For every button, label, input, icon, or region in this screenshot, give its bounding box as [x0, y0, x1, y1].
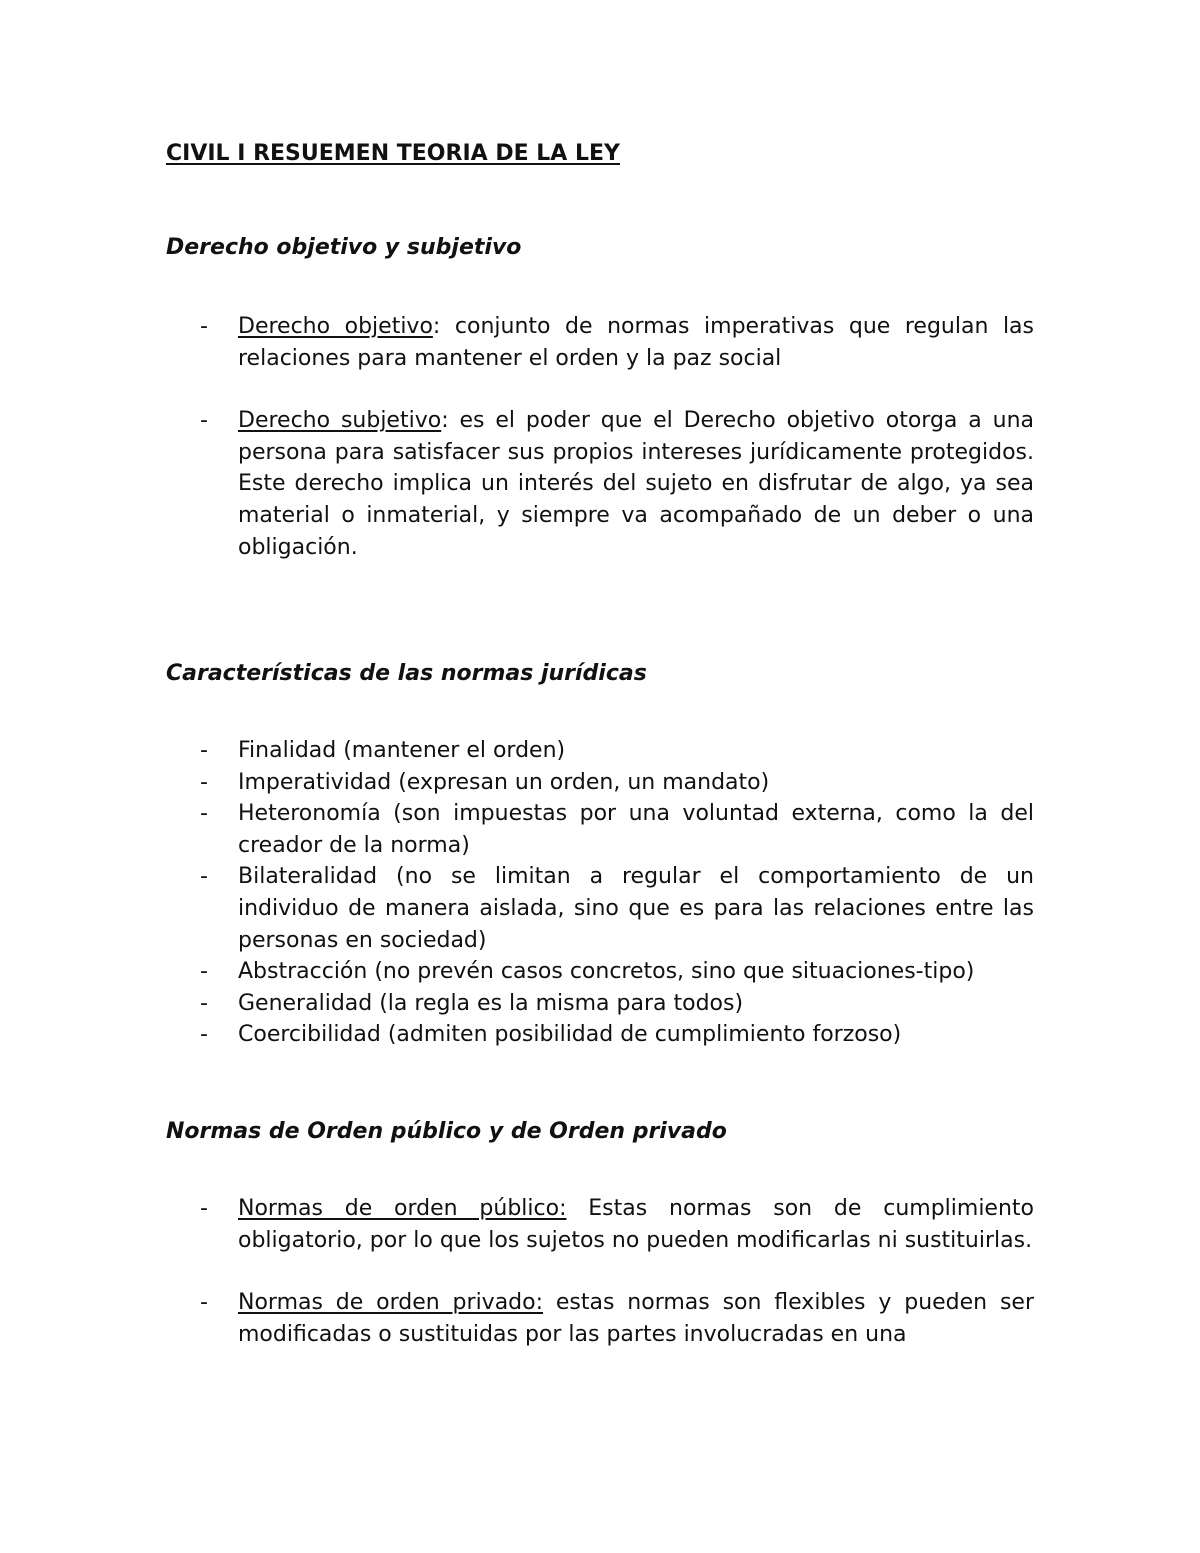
- bullet-dash: -: [200, 990, 208, 1016]
- term-derecho-subjetivo: Derecho subjetivo: [238, 408, 442, 434]
- list-derecho: [166, 311, 1034, 563]
- definition-orden-privado: estas normas son flexibles y pueden ser modificadas o sustituidas por las partes involucradas en una: [238, 1290, 1035, 1347]
- bullet-dash: -: [200, 769, 208, 795]
- list-item-derecho-objetivo: - Derecho objetivo: conjunto de normas imperativas que regulan las relaciones para mantener el orden y la paz social: [166, 311, 1034, 374]
- section-heading-caracteristicas: Características de las normas jurídicas: [166, 661, 647, 686]
- definition-orden-publico: Estas normas son de cumplimiento obligatorio, por lo que los sujetos no pueden modificarlas ni sustituirlas.: [238, 1196, 1034, 1253]
- term-derecho-objetivo: Derecho objetivo: [238, 314, 433, 339]
- list-item-orden-publico: [166, 1193, 1034, 1256]
- bullet-dash: -: [200, 1022, 208, 1048]
- term-orden-publico: Normas de orden público:: [238, 1196, 567, 1221]
- list-item-orden-privado: [166, 1287, 1034, 1350]
- list-orden: [166, 1193, 1034, 1350]
- list-item-heteronomia: - Heteronomía (son impuestas por una voluntad externa, como la del creador de la norma): [166, 798, 1034, 861]
- list-item-generalidad: - Generalidad (la regla es la misma para todos): [166, 988, 1034, 1020]
- bullet-dash: -: [200, 314, 208, 339]
- definition-derecho-subjetivo: es el poder que el Derecho objetivo otorga a una persona para satisfacer sus propios intereses jurídicamente protegidos. Este derecho implica un interés del sujeto en disfrutar de algo, ya sea material o inmaterial, y siempre va acompañado de un deber o una obligación.: [238, 408, 1035, 560]
- bullet-dash: -: [200, 1290, 208, 1316]
- bullet-dash: -: [200, 408, 208, 434]
- list-item-abstraccion: - Abstracción (no prevén casos concretos, sino que situaciones-tipo): [166, 956, 1034, 988]
- list-caracteristicas: [166, 735, 1034, 1051]
- section-heading-derecho: Derecho objetivo y subjetivo: [166, 235, 522, 260]
- section-heading-orden: Normas de Orden público y de Orden privado: [166, 1119, 727, 1144]
- bullet-dash: -: [200, 1196, 208, 1221]
- term-orden-privado: Normas de orden privado:: [238, 1290, 544, 1316]
- list-item-derecho-subjetivo: - Derecho subjetivo: es el poder que el Derecho objetivo otorga a una persona para satisfacer sus propios intereses jurídicamente protegidos. Este derecho implica un interés del sujeto en disfrutar de algo, ya sea material o inmaterial, y siempre va acompañado de un deber o una obligación.: [166, 405, 1034, 563]
- bullet-dash: -: [200, 738, 208, 763]
- list-item-coercibilidad: - Coercibilidad (admiten posibilidad de cumplimiento forzoso): [166, 1019, 1034, 1051]
- bullet-dash: -: [200, 959, 208, 985]
- list-item-finalidad: - Finalidad (mantener el orden): [166, 735, 1034, 767]
- document-title: CIVIL I RESUEMEN TEORIA DE LA LEY: [166, 141, 620, 166]
- list-item-imperatividad: - Imperatividad (expresan un orden, un mandato): [166, 767, 1034, 799]
- bullet-dash: -: [200, 864, 208, 890]
- list-item-bilateralidad: - Bilateralidad (no se limitan a regular el comportamiento de un individuo de manera aislada, sino que es para las relaciones entre las personas en sociedad): [166, 861, 1034, 956]
- definition-derecho-objetivo: conjunto de normas imperativas que regulan las relaciones para mantener el orden y la paz social: [238, 314, 1034, 371]
- bullet-dash: -: [200, 801, 208, 827]
